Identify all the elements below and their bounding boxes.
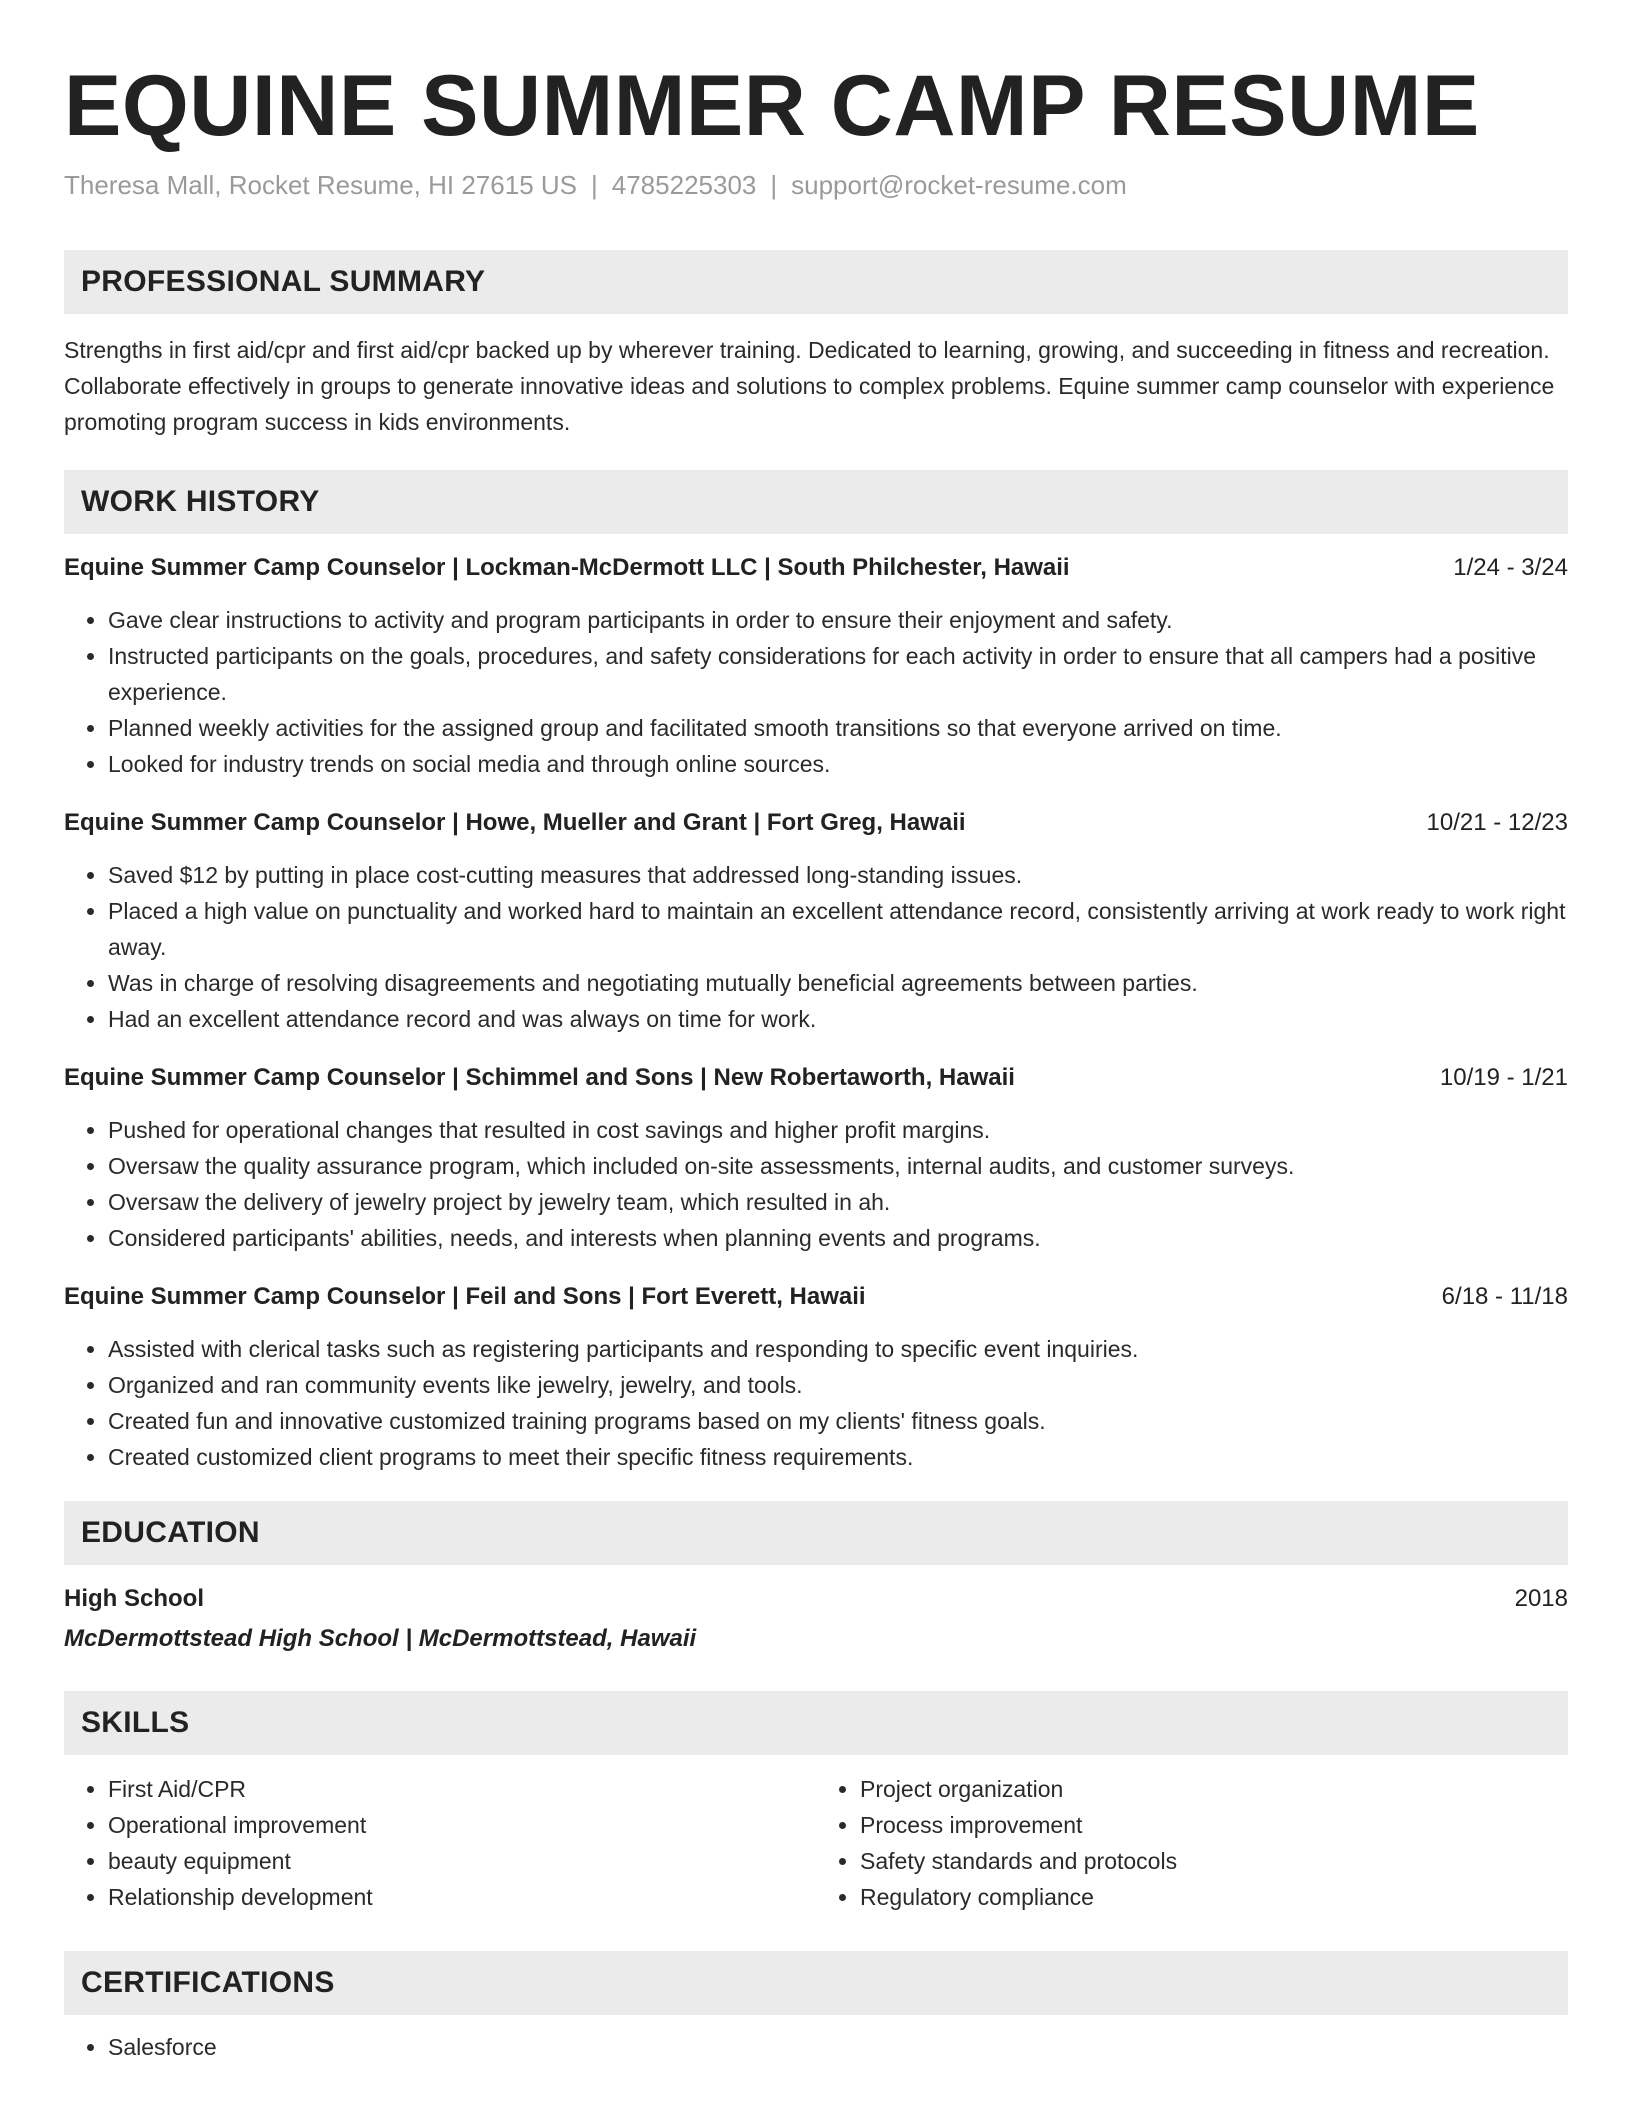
skills-list — [64, 1771, 816, 1915]
contact-separator: | — [770, 170, 778, 200]
contact-line — [64, 168, 1568, 202]
skills-column-left — [64, 1771, 816, 1915]
job-bullet: • Placed a high value on punctuality and worked hard to maintain an excellent attendance record, consistently arriving at work ready to work right away. — [108, 893, 1568, 965]
skills-column-right — [816, 1771, 1568, 1915]
section-heading-skills: SKILLS — [64, 1691, 1568, 1755]
job-bullets — [64, 1331, 1568, 1475]
summary-text: Strengths in first aid/cpr and first aid/cpr backed up by wherever training. Dedicated to learning, growing, and succeeding in fitness and recreation. Collaborate effectively in groups to generate innovative ideas and solutions to complex problems. Equine summer camp counselor with experience promoting program success in kids environments. — [64, 337, 1555, 435]
job-bullet: • Instructed participants on the goals, procedures, and safety considerations for each activity in order to ensure that all campers had a positive experience. — [108, 638, 1568, 710]
contact-phone: 4785225303 — [611, 170, 757, 200]
job-entry — [64, 1279, 1568, 1475]
skill-item: • Regulatory compliance — [860, 1879, 1568, 1915]
job-bullet: • Oversaw the quality assurance program, which included on-site assessments, internal audits, and customer surveys. — [108, 1148, 1568, 1184]
certifications-list — [64, 2029, 1568, 2065]
skills-grid — [64, 1771, 1568, 1915]
skill-item: • beauty equipment — [108, 1843, 816, 1879]
job-bullet: • Was in charge of resolving disagreements and negotiating mutually beneficial agreements between parties. — [108, 965, 1568, 1001]
job-title: Equine Summer Camp Counselor | Feil and Sons | Fort Everett, Hawaii — [64, 1283, 866, 1310]
skill-item: • Process improvement — [860, 1807, 1568, 1843]
job-bullet: • Assisted with clerical tasks such as registering participants and responding to specific event inquiries. — [108, 1331, 1568, 1367]
job-bullet: • Looked for industry trends on social media and through online sources. — [108, 746, 1568, 782]
job-bullet: • Had an excellent attendance record and was always on time for work. — [108, 1001, 1568, 1037]
education-school: McDermottstead High School | McDermottstead, Hawaii — [64, 1625, 697, 1652]
job-bullet: • Created fun and innovative customized training programs based on my clients' fitness goals. — [108, 1403, 1568, 1439]
job-entry — [64, 805, 1568, 1037]
contact-address: Theresa Mall, Rocket Resume, HI 27615 US — [64, 170, 577, 200]
job-header — [64, 550, 1568, 586]
job-bullet: • Oversaw the delivery of jewelry project by jewelry team, which resulted in ah. — [108, 1184, 1568, 1220]
skill-item: • Operational improvement — [108, 1807, 816, 1843]
job-bullet: • Pushed for operational changes that resulted in cost savings and higher profit margins. — [108, 1112, 1568, 1148]
job-header — [64, 1279, 1568, 1315]
section-heading-education: EDUCATION — [64, 1501, 1568, 1565]
job-bullets — [64, 602, 1568, 782]
job-entry — [64, 550, 1568, 782]
education-header — [64, 1581, 1568, 1617]
skills-list — [816, 1771, 1568, 1915]
job-dates: 1/24 - 3/24 — [1453, 554, 1568, 581]
section-heading-work-history: WORK HISTORY — [64, 470, 1568, 534]
job-bullet: • Saved $12 by putting in place cost-cutting measures that addressed long-standing issues. — [108, 857, 1568, 893]
job-bullets — [64, 857, 1568, 1037]
skill-item: • First Aid/CPR — [108, 1771, 816, 1807]
job-bullet: • Created customized client programs to meet their specific fitness requirements. — [108, 1439, 1568, 1475]
education-entry — [64, 1581, 1568, 1657]
job-bullet: • Gave clear instructions to activity and program participants in order to ensure their enjoyment and safety. — [108, 602, 1568, 638]
education-year: 2018 — [1514, 1585, 1568, 1612]
resume-title: EQUINE SUMMER CAMP RESUME — [64, 58, 1480, 154]
job-header — [64, 805, 1568, 841]
job-bullet: • Considered participants' abilities, needs, and interests when planning events and programs. — [108, 1220, 1568, 1256]
job-title: Equine Summer Camp Counselor | Lockman-McDermott LLC | South Philchester, Hawaii — [64, 554, 1070, 581]
section-heading-certifications: CERTIFICATIONS — [64, 1951, 1568, 2015]
certification-item: • Salesforce — [108, 2029, 1568, 2065]
skill-item: • Safety standards and protocols — [860, 1843, 1568, 1879]
job-title: Equine Summer Camp Counselor | Howe, Mueller and Grant | Fort Greg, Hawaii — [64, 809, 966, 836]
contact-email: support@rocket-resume.com — [791, 170, 1127, 200]
job-header — [64, 1060, 1568, 1096]
certifications-block — [64, 2029, 1568, 2065]
skill-item: • Relationship development — [108, 1879, 816, 1915]
job-title: Equine Summer Camp Counselor | Schimmel and Sons | New Robertaworth, Hawaii — [64, 1064, 1015, 1091]
job-dates: 10/21 - 12/23 — [1426, 809, 1568, 836]
job-bullet: • Planned weekly activities for the assigned group and facilitated smooth transitions so that everyone arrived on time. — [108, 710, 1568, 746]
job-dates: 6/18 - 11/18 — [1441, 1283, 1568, 1310]
job-dates: 10/19 - 1/21 — [1439, 1064, 1568, 1091]
contact-separator: | — [591, 170, 598, 200]
job-entry — [64, 1060, 1568, 1256]
section-heading-summary: PROFESSIONAL SUMMARY — [64, 250, 1568, 314]
education-degree: High School — [64, 1585, 204, 1612]
job-bullet: • Organized and ran community events like jewelry, jewelry, and tools. — [108, 1367, 1568, 1403]
job-bullets — [64, 1112, 1568, 1256]
skill-item: • Project organization — [860, 1771, 1568, 1807]
